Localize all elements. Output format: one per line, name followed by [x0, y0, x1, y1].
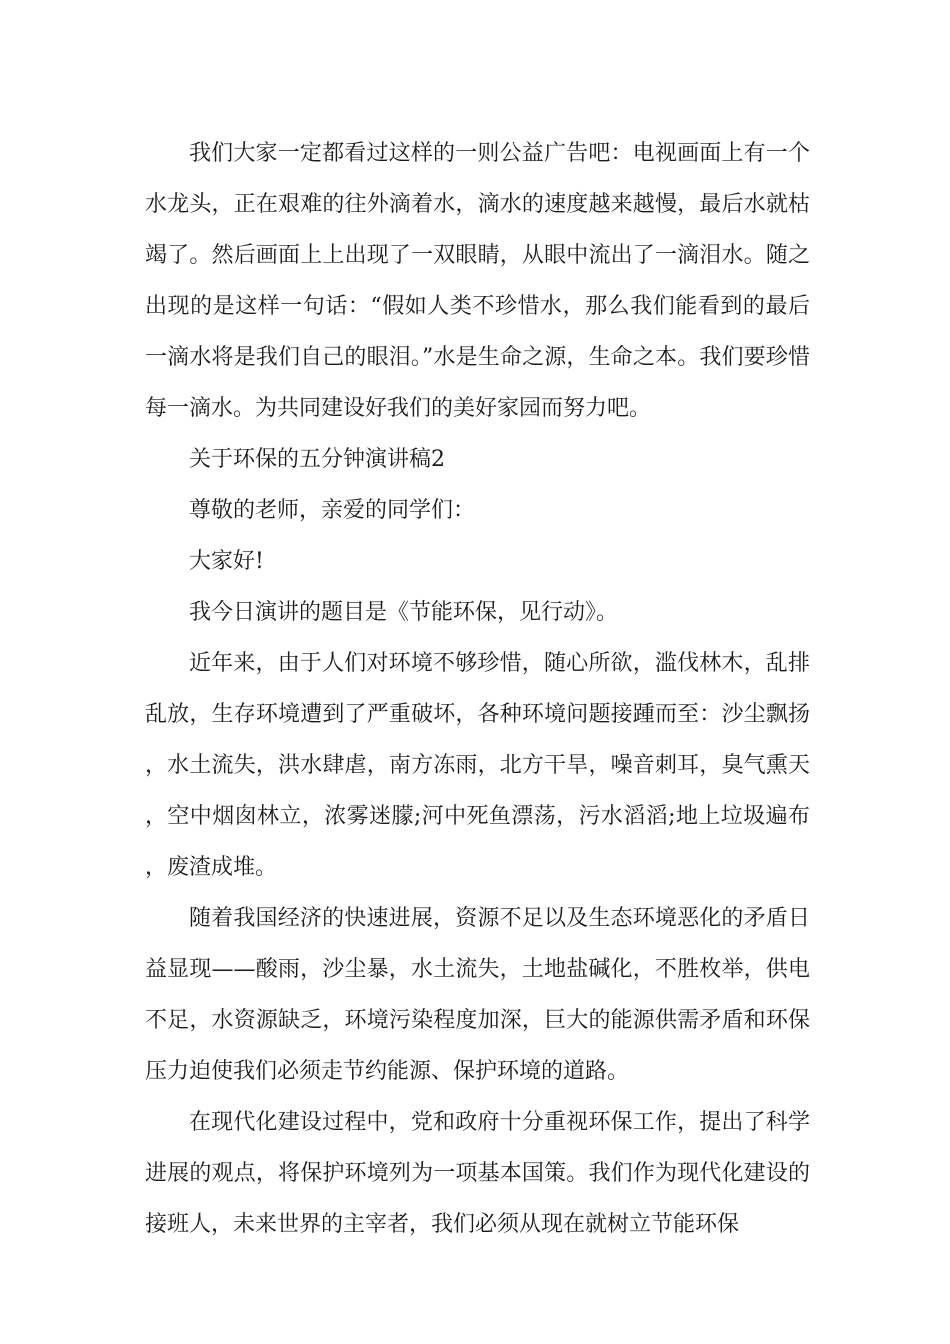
paragraph-national-policy: 在现代化建设过程中，党和政府十分重视环保工作，提出了科学进展的观点，将保护环境列为一项基本国策。我们作为现代化建设的接班人，未来世界的主宰者，我们必须从现在就树立节能环保	[145, 1110, 810, 1237]
paragraph-environment-problems: 近年来，由于人们对环境不够珍惜，随心所欲，滥伐林木，乱排乱放，生存环境遭到了严重破坏，各种环境问题接踵而至：沙尘飘扬，水土流失，洪水肆虐，南方冻雨，北方干旱，噪音刺耳，臭气熏天，空中烟囱林立，浓雾迷朦;河中死鱼漂荡，污水滔滔;地上垃圾遍布，废渣成堆。	[145, 651, 810, 880]
document-page	[145, 128, 810, 1250]
greeting: 大家好!	[189, 549, 264, 574]
paragraph-resource-conflict: 随着我国经济的快速进展，资源不足以及生态环境恶化的矛盾日益显现——酸雨，沙尘暴，水土流失，土地盐碱化，不胜枚举，供电不足，水资源缺乏，环境污染程度加深，巨大的能源供需矛盾和环保压力迫使我们必须走节约能源、保护环境的道路。	[145, 906, 810, 1084]
salutation: 尊敬的老师，亲爱的同学们：	[189, 498, 476, 523]
speech-title: 关于环保的五分钟演讲稿2	[189, 447, 445, 472]
topic-statement: 我今日演讲的题目是《节能环保，见行动》。	[189, 600, 619, 625]
paragraph-water-ad: 我们大家一定都看过这样的一则公益广告吧：电视画面上有一个水龙头，正在艰难的往外滴着水，滴水的速度越来越慢，最后水就枯竭了。然后画面上上出现了一双眼睛，从眼中流出了一滴泪水。随之出现的是这样一句话：“假如人类不珍惜水，那么我们能看到的最后一滴水将是我们自己的眼泪。”水是生命之源，生命之本。我们要珍惜每一滴水。为共同建设好我们的美好家园而努力吧。	[145, 141, 810, 421]
